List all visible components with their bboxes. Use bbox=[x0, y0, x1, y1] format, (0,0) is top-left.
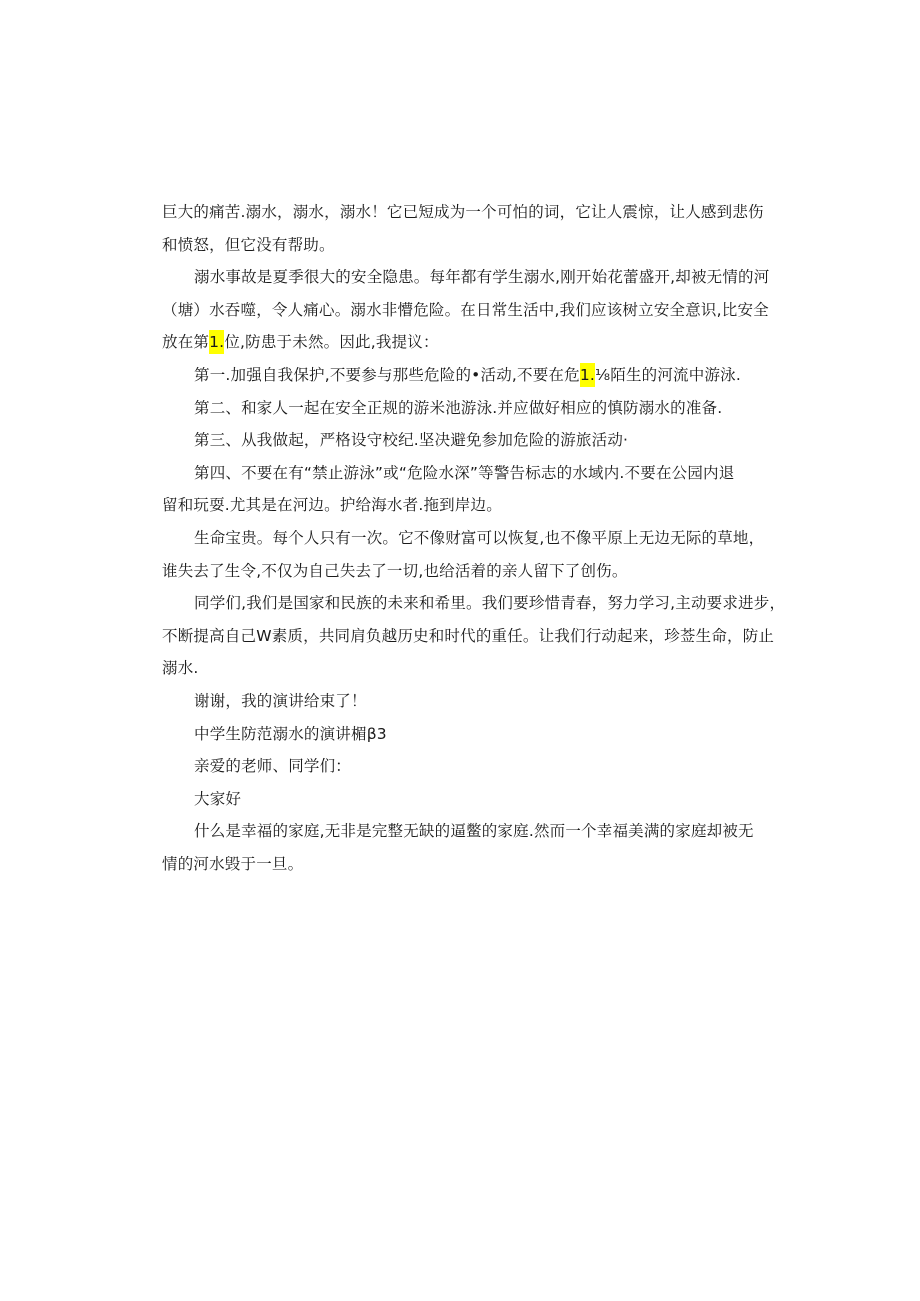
document-body bbox=[162, 196, 786, 880]
line-6-text-after: ⅛陌生的河流中游泳. bbox=[595, 365, 741, 384]
body-line-20: 什么是幸福的家庭,无非是完整无缺的逼鳖的家庭.然而一个幸福美满的家庭却被无 bbox=[194, 822, 754, 841]
greeting: 大家好 bbox=[194, 789, 242, 808]
body-line-4: （塘）水吞噬，令人痛心。溺水非懵危险。在日常生活中,我们应该树立安全意识,比安全 bbox=[162, 300, 769, 319]
body-line-14: 不断提高自己W素质，共同肩负越历史和时代的重任。让我们行动起来，珍莶生命，防止 bbox=[162, 626, 775, 645]
body-line-5 bbox=[162, 326, 762, 359]
salutation: 亲爱的老师、同学们： bbox=[194, 757, 352, 776]
body-line-8: 第三、从我做起，严格设守校纪.坚决避免参加危险的游旅活动· bbox=[194, 431, 629, 450]
body-line-9: 第四、不要在有“禁止游泳”或“危险水深”等警告标志的水域内.不要在公园内退 bbox=[194, 463, 735, 482]
line-5-text-before: 放在第 bbox=[162, 333, 210, 352]
body-line-10: 留和玩耍.尤其是在河边。护给海水者.拖到岸边。 bbox=[162, 496, 502, 515]
body-line-15: 溺水. bbox=[162, 659, 199, 678]
body-line-7: 第二、和家人一起在安全正规的游米池游泳.并应做好相应的慎防溺水的准备. bbox=[194, 398, 723, 417]
speech-title: 中学生防范溺水的演讲楣β3 bbox=[194, 724, 387, 743]
highlighted-text: 1. bbox=[580, 363, 595, 387]
body-line-11: 生命宝贵。每个人只有一次。它不像财富可以恢复,也不像平原上无边无际的草地， bbox=[194, 528, 765, 547]
closing-thanks: 谢谢，我的演讲给束了！ bbox=[194, 691, 367, 710]
body-line-13: 同学们,我们是国家和民族的未来和希里。我们要珍惜青春，努力学习,主动要求进步， bbox=[194, 594, 786, 613]
highlighted-text: 1. bbox=[209, 330, 224, 354]
body-line-1: 巨大的痛苦.溺水，溺水，溺水！它已短成为一个可怕的词，它让人震惊，让人感到悲伤 bbox=[162, 203, 764, 221]
body-line-21: 情的河水毁于一旦。 bbox=[162, 854, 304, 873]
body-line-3: 溺水事故是夏季很大的安全隐患。每年都有学生溺水,刚开始花蕾盛开,却被无情的河 bbox=[194, 268, 770, 287]
body-line-6 bbox=[162, 359, 762, 392]
body-line-2: 和愤怒，但它没有帮助。 bbox=[162, 235, 335, 254]
line-6-text-before: 第一.加强自我保护,不要参与那些危险的•活动,不要在危 bbox=[194, 365, 580, 384]
line-5-text-after: 位,防患于未然。因此,我提议： bbox=[224, 333, 439, 352]
body-line-12: 谁失去了生令,不仅为自己失去了一切,也给活着的亲人留下了创伤。 bbox=[162, 561, 628, 580]
